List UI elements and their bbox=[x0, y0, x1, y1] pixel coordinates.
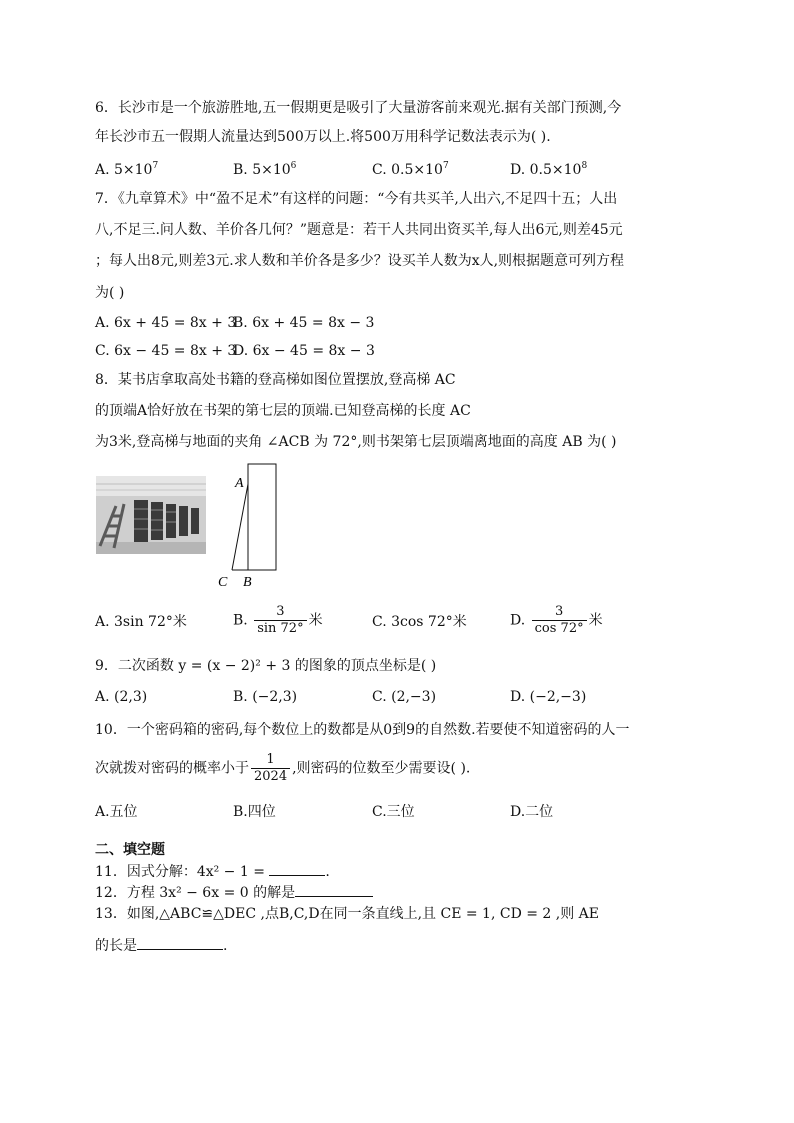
q10-option-b: B.四位 bbox=[233, 804, 276, 820]
q10-line1: 10．一个密码箱的密码,每个数位上的数都是从0到9的自然数.若要使不知道密码的人一 bbox=[95, 722, 630, 738]
q7-line1: 7．《九章算术》中“盈不足术”有这样的问题：“今有共买羊,人出六,不足四十五；人出 bbox=[95, 191, 618, 207]
q7-option-a: A. 6x + 45 = 8x + 3 bbox=[95, 315, 237, 331]
q8-b-denominator: sin 72° bbox=[257, 621, 304, 636]
q13-line1: 13．如图,△ABC≌△DEC ,点B,C,D在同一条直线上,且 CE = 1, CD = 2 ,则 AE bbox=[95, 906, 600, 922]
q8-b-numerator: 3 bbox=[254, 604, 306, 621]
q12-answer-blank[interactable] bbox=[295, 882, 373, 897]
q11-answer-blank[interactable] bbox=[269, 861, 325, 876]
q9-option-c: C. (2,−3) bbox=[372, 689, 437, 705]
q8-option-d: D. $\frac{3}{\cos 72^\circ}$ 米 bbox=[510, 604, 603, 636]
q6-option-d: D. $0.5\times 10^8$ bbox=[510, 161, 588, 178]
q10-fraction-numerator: 1 bbox=[251, 752, 290, 769]
q13-line2: 的长是 . bbox=[95, 935, 227, 956]
q9-option-d: D. (−2,−3) bbox=[510, 689, 587, 705]
q7-option-c: C. 6x − 45 = 8x + 3 bbox=[95, 343, 237, 359]
q9-option-b: B. (−2,3) bbox=[233, 689, 298, 705]
q6-line2: 年长沙市五一假期人流量达到500万以上.将500万用科学记数法表示为( ). bbox=[95, 129, 551, 145]
q9-line1: 9．二次函数 y = (x − 2)² + 3 的图象的顶点坐标是( ) bbox=[95, 658, 437, 674]
q7-line4: 为( ) bbox=[95, 285, 125, 301]
q8-line2: 的顶端A恰好放在书架的第七层的顶端.已知登高梯的长度 AC bbox=[95, 403, 471, 419]
q7-option-d: D. 6x − 45 = 8x − 3 bbox=[233, 343, 375, 359]
q6-line1: 6．长沙市是一个旅游胜地,五一假期更是吸引了大量游客前来观光.据有关部门预测,今 bbox=[95, 100, 622, 116]
section-title-fill-in: 二、填空题 bbox=[95, 842, 165, 858]
q10-fraction-denominator: 2024 bbox=[254, 769, 288, 784]
q8-line1: 8．某书店拿取高处书籍的登高梯如图位置摆放,登高梯 AC bbox=[95, 372, 456, 388]
q10-line2: 次就拨对密码的概率小于 $\frac{1}{2024}$ ,则密码的位数至少需要设( ). bbox=[95, 752, 471, 784]
q8-line3: 为3米,登高梯与地面的夹角 ∠ACB 为 72°,则书架第七层顶端离地面的高度 AB 为( ) bbox=[95, 434, 617, 450]
q6-option-b: B. $5\times 10^6$ bbox=[233, 161, 297, 178]
vertex-label-a: A bbox=[235, 476, 244, 491]
q8-option-b: B. $\frac{3}{\sin 72^\circ}$ 米 bbox=[233, 604, 323, 636]
q6-option-a: A. $5\times 10^7$ bbox=[95, 161, 159, 178]
q10-option-a: A.五位 bbox=[95, 804, 138, 820]
q8-d-denominator: cos 72° bbox=[534, 621, 584, 636]
bookstore-ladder-photo bbox=[96, 476, 206, 554]
q9-option-a: A. (2,3) bbox=[95, 689, 148, 705]
q7-line3: ；每人出8元,则差3元.求人数和羊价各是多少？设买羊人数为x人,则根据题意可列方程 bbox=[95, 253, 625, 269]
q8-d-numerator: 3 bbox=[532, 604, 587, 621]
q6-option-c: C. $0.5\times 10^7$ bbox=[372, 161, 449, 178]
q7-option-b: B. 6x + 45 = 8x − 3 bbox=[233, 315, 375, 331]
q10-option-d: D.二位 bbox=[510, 804, 554, 820]
q8-option-c: C. 3cos 72°米 bbox=[372, 614, 467, 630]
vertex-label-c: C bbox=[218, 575, 228, 590]
vertex-label-b: B bbox=[243, 575, 252, 590]
q11-line: 11．因式分解：4x² − 1 = . bbox=[95, 861, 330, 882]
q8-option-a: A. 3sin 72°米 bbox=[95, 614, 187, 630]
q12-line: 12．方程 3x² − 6x = 0 的解是 bbox=[95, 882, 373, 903]
q13-answer-blank[interactable] bbox=[137, 935, 223, 950]
q7-line2: 八,不足三.问人数、羊价各几何？”题意是：若干人共同出资买羊,每人出6元,则差45元 bbox=[95, 222, 623, 238]
q10-option-c: C.三位 bbox=[372, 804, 415, 820]
ladder-bookshelf-diagram bbox=[212, 462, 282, 592]
